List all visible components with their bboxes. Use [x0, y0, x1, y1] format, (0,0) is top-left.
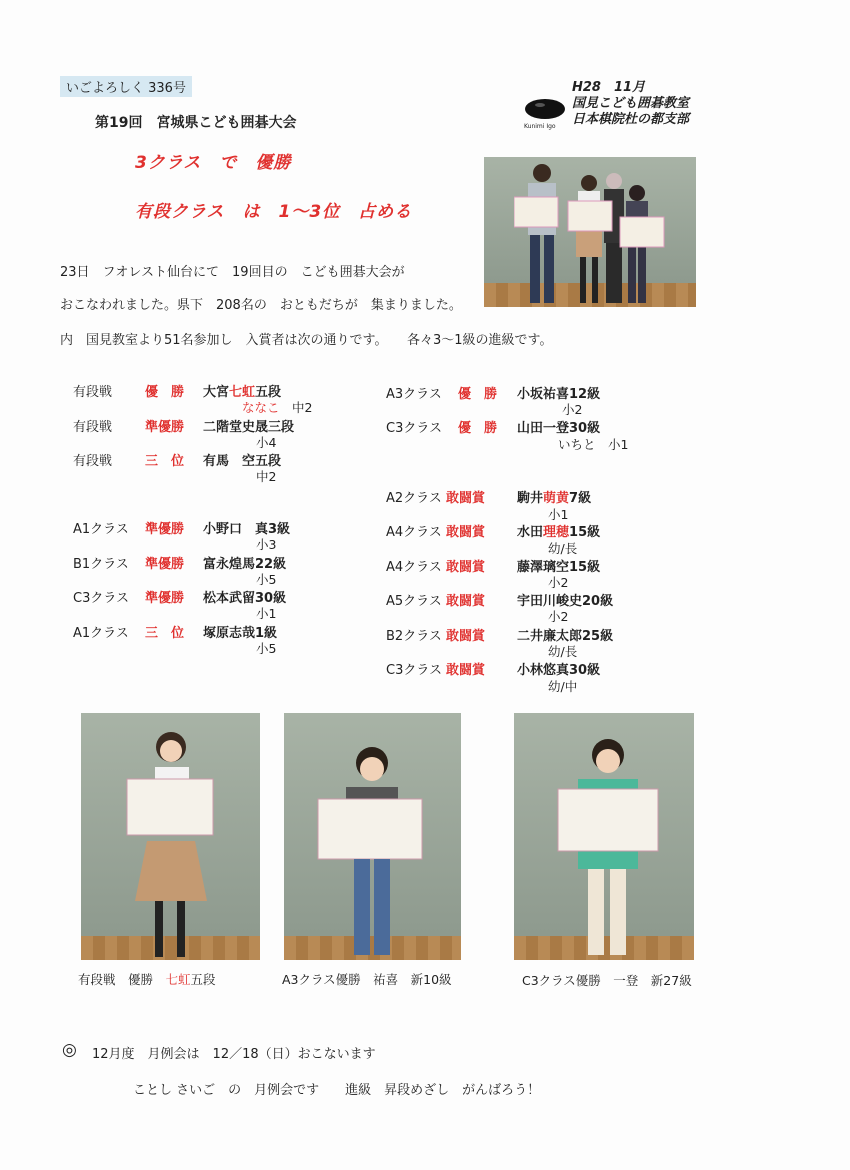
result-award: 敢闘賞 [446, 560, 486, 575]
org-line-2: 日本棋院杜の都支部 [572, 112, 690, 127]
result-sub: 中2 [256, 469, 277, 484]
result-sub: ななこ 中2 [242, 400, 313, 415]
result-award: 敢闘賞 [446, 491, 486, 506]
result-name: 小野口 真3級 [203, 522, 291, 537]
caption-1: 有段戦 優勝 七虹五段 [78, 972, 216, 987]
result-sub: 小2 [548, 575, 569, 590]
result-award: 三 位 [145, 454, 185, 469]
footer-line-1: 12月度 月例会は 12／18（日）おこないます [92, 1047, 376, 1062]
result-class: C3クラス [386, 663, 442, 678]
result-name: 塚原志哉1級 [203, 626, 278, 641]
result-name: 藤澤璃空15級 [517, 560, 601, 575]
headline-1: 3クラス で 優勝 [135, 153, 292, 173]
result-class: A1クラス [73, 522, 129, 537]
result-class: 有段戦 [73, 385, 113, 400]
intro-line-2: おこなわれました。県下 208名の おともだちが 集まりました。 [60, 298, 462, 313]
newsletter-label: いごよろしく 336号 [60, 76, 192, 97]
result-sub: 小1 [256, 606, 277, 621]
result-class: B2クラス [386, 629, 442, 644]
result-sub: 幼/長 [548, 644, 578, 659]
result-award: 敢闘賞 [446, 525, 486, 540]
result-name: 山田一登30級 [517, 421, 601, 436]
result-award: 優 勝 [145, 385, 185, 400]
org-block [572, 80, 689, 128]
result-award: 敢闘賞 [446, 594, 486, 609]
result-class: 有段戦 [73, 454, 113, 469]
caption-2: A3クラス優勝 祐喜 新10級 [282, 972, 452, 987]
result-sub: 小2 [548, 609, 569, 624]
result-award: 準優勝 [145, 591, 185, 606]
caption-3: C3クラス優勝 一登 新27級 [522, 973, 692, 988]
result-sub: 小1 [548, 507, 569, 522]
result-name: 水田理穂15級 [517, 525, 601, 540]
event-title: 第19回 宮城県こども囲碁大会 [95, 115, 297, 131]
result-class: A1クラス [73, 626, 129, 641]
result-award: 敢闘賞 [446, 629, 486, 644]
intro-line-1: 23日 フオレスト仙台にて 19回目の こども囲碁大会が [60, 265, 405, 280]
result-sub: いちと 小1 [558, 437, 629, 452]
result-sub: 小5 [256, 641, 277, 656]
result-award: 準優勝 [145, 420, 185, 435]
result-class: A5クラス [386, 594, 442, 609]
logo [522, 98, 568, 134]
result-name: 大宮七虹五段 [203, 385, 282, 400]
group-photo [484, 157, 696, 307]
result-name: 二井廉太郎25級 [517, 629, 614, 644]
winner-photo-3 [514, 713, 694, 960]
result-name: 二階堂史晟三段 [203, 420, 295, 435]
org-line-1: 国見こども囲碁教室 [572, 96, 690, 111]
winner-photo-2 [284, 713, 461, 960]
result-name: 松本武留30級 [203, 591, 287, 606]
result-sub: 小3 [256, 537, 277, 552]
result-class: 有段戦 [73, 420, 113, 435]
result-name: 小林悠真30級 [517, 663, 601, 678]
result-name: 富永煌馬22級 [203, 557, 287, 572]
result-award: 敢闘賞 [446, 663, 486, 678]
result-class: B1クラス [73, 557, 129, 572]
result-class: A2クラス [386, 491, 442, 506]
result-award: 準優勝 [145, 522, 185, 537]
date-line: H28 11月 [572, 80, 646, 95]
logo-text: Kunimi Igo [524, 123, 556, 130]
winner-photo-1 [81, 713, 260, 960]
result-name: 有馬 空五段 [203, 454, 282, 469]
result-class: A4クラス [386, 560, 442, 575]
result-sub: 小2 [562, 402, 583, 417]
result-name: 駒井萌黄7級 [517, 491, 592, 506]
result-award: 三 位 [145, 626, 185, 641]
result-sub: 幼/中 [548, 679, 578, 694]
bullet-icon: ◎ [62, 1040, 77, 1060]
result-award: 優 勝 [458, 387, 498, 402]
result-class: C3クラス [73, 591, 129, 606]
result-class: C3クラス [386, 421, 442, 436]
result-sub: 幼/長 [548, 541, 578, 556]
footer-line-2: ことし さいご の 月例会です 進級 昇段めざし がんばろう！ [133, 1083, 541, 1098]
result-class: A3クラス [386, 387, 442, 402]
result-class: A4クラス [386, 525, 442, 540]
result-name: 宇田川峻史20級 [517, 594, 614, 609]
headline-2: 有段クラス は 1～3位 占める [135, 202, 413, 222]
result-award: 準優勝 [145, 557, 185, 572]
result-sub: 小5 [256, 572, 277, 587]
intro-line-3: 内 国見教室より51名参加し 入賞者は次の通りです。 各々3～1級の進級です。 [60, 333, 553, 348]
result-sub: 小4 [256, 435, 277, 450]
result-name: 小坂祐喜12級 [517, 387, 601, 402]
result-award: 優 勝 [458, 421, 498, 436]
